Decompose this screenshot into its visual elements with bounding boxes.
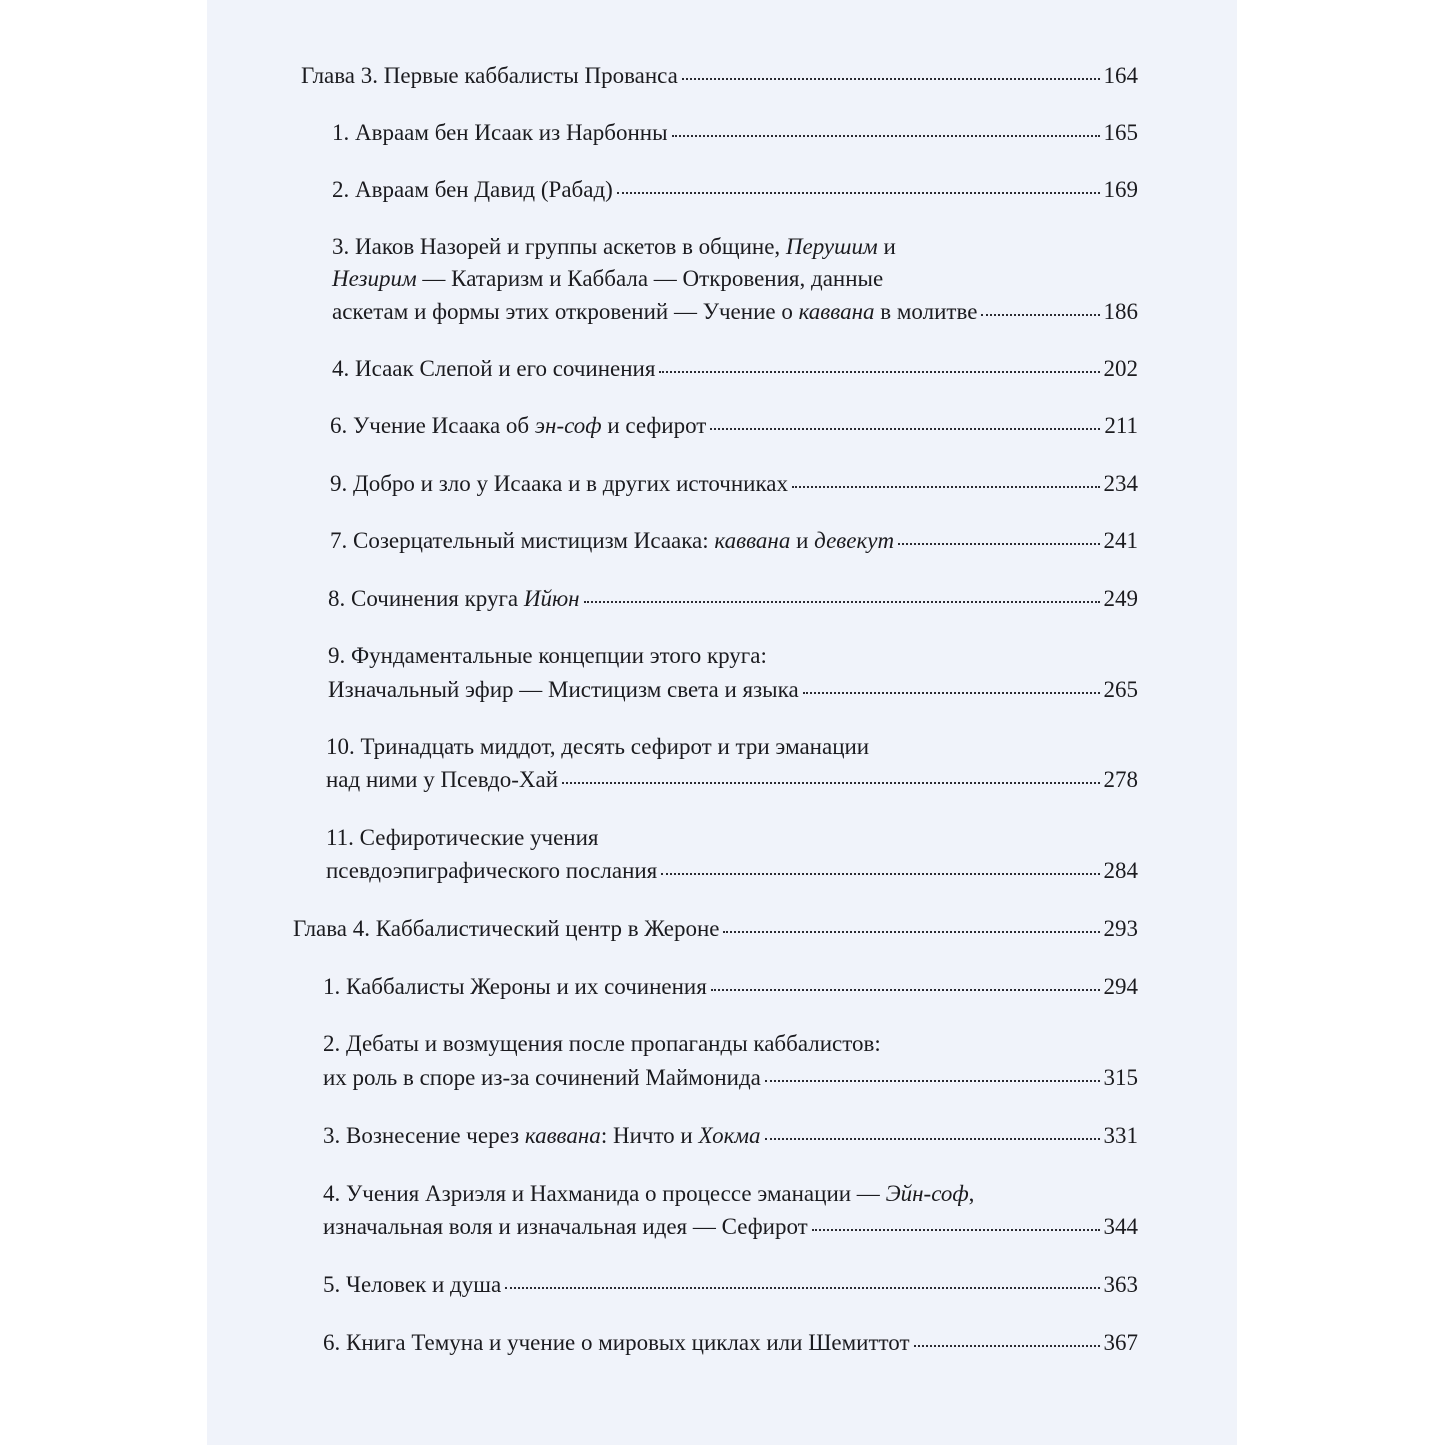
toc-entry [330,472,1138,495]
toc-page-number: 293 [1103,916,1138,941]
dot-leader [584,600,1100,603]
toc-entry-line: 9. Фундаментальные концепции этого круга: [328,643,767,668]
toc-entry-title: 9. Добро и зло у Исаака и в других источниках [330,471,789,496]
toc-entry [330,414,1138,437]
toc-entry-line: 3. Иаков Назорей и группы аскетов в общине, Перушим и [332,234,896,259]
toc-entry-title: их роль в споре из-за сочинений Маймонида [323,1065,761,1090]
toc-entry-title: над ними у Псевдо-Хай [326,767,559,792]
toc-entry [326,768,1138,791]
dot-leader [672,134,1100,137]
toc-entry-title: Изначальный эфир — Мистицизм света и языка [328,677,799,702]
dot-leader [898,542,1099,545]
toc-chapter-4 [293,917,1138,940]
toc-page-number: 265 [1103,677,1138,702]
dot-leader [659,370,1099,373]
dot-leader [765,1079,1100,1082]
toc-entry [332,178,1138,201]
dot-leader [710,427,1100,430]
toc-entry-title: 2. Авраам бен Давид (Рабад) [332,177,613,202]
dot-leader [765,1137,1100,1140]
toc-entry [323,1215,1138,1238]
toc-entry-title: 3. Вознесение через каввана: Ничто и Хокма [323,1123,761,1148]
dot-leader [617,191,1100,194]
toc-page-number: 331 [1103,1123,1138,1148]
toc-entry [323,1066,1138,1089]
toc-entry [328,587,1138,610]
toc-page-number: 363 [1103,1272,1138,1297]
toc-page-number: 367 [1103,1330,1138,1355]
toc-page-number: 278 [1103,767,1138,792]
dot-leader [661,872,1099,875]
toc-entry [323,1124,1138,1147]
toc-page-number: 165 [1103,120,1138,145]
toc-entry-line: 10. Тринадцать миддот, десять сефирот и три эманации [326,734,870,759]
toc-page-number: 241 [1103,528,1138,553]
toc-page-number: 234 [1103,471,1138,496]
toc-page-number: 211 [1104,413,1138,438]
toc-entry [330,529,1138,552]
dot-leader [711,988,1100,991]
toc-entry-title: псевдоэпиграфического послания [326,858,658,883]
toc-entry [332,121,1138,144]
toc-page-number: 315 [1103,1065,1138,1090]
toc-entry [332,300,1138,323]
toc-entry-title: изначальная воля и изначальная идея — Сефирот [323,1214,808,1239]
dot-leader [792,485,1099,488]
toc-page-number: 294 [1103,974,1138,999]
toc-entry-title: 1. Авраам бен Исаак из Нарбонны [332,120,668,145]
toc-entry-title: аскетам и формы этих откровений — Учение о каввана в молитве [332,299,978,324]
toc-page-number: 284 [1103,858,1138,883]
dot-leader [803,691,1100,694]
dot-leader [723,930,1099,933]
toc-entry [332,357,1138,380]
toc-entry [328,678,1138,701]
toc-entry-title: 6. Книга Темуна и учение о мировых циклах или Шемиттот [323,1330,910,1355]
dot-leader [981,313,1099,316]
toc-entry [323,1331,1138,1354]
toc-entry [323,975,1138,998]
toc-entry-title: 1. Каббалисты Жероны и их сочинения [323,974,707,999]
toc-page-number: 169 [1103,177,1138,202]
toc-page-number: 249 [1103,586,1138,611]
dot-leader [914,1344,1100,1347]
toc-entry-line: 2. Дебаты и возмущения после пропаганды каббалистов: [323,1031,881,1056]
dot-leader [562,781,1099,784]
toc-chapter-title: Глава 3. Первые каббалисты Прованса [301,63,678,88]
toc-entry [323,1273,1138,1296]
toc-entry [326,859,1138,882]
toc-page-number: 344 [1103,1214,1138,1239]
toc-entry-title: 6. Учение Исаака об эн-соф и сефирот [330,413,707,438]
toc-entry-line: 11. Сефиротические учения [326,825,599,850]
toc-page-number: 186 [1103,299,1138,324]
toc-entry-title: 7. Созерцательный мистицизм Исаака: каввана и девекут [330,528,895,553]
toc-entry-title: 4. Исаак Слепой и его сочинения [332,356,656,381]
dot-leader [682,77,1100,80]
toc-chapter-3 [301,64,1138,87]
toc-entry-line: Незирим — Катаризм и Каббала — Откровения, данные [332,266,884,291]
toc-entry-title: 8. Сочинения круга Ийюн [328,586,580,611]
dot-leader [505,1286,1099,1289]
toc-page-number: 202 [1103,356,1138,381]
toc-page-number: 164 [1103,63,1138,88]
dot-leader [812,1228,1100,1231]
toc-chapter-title: Глава 4. Каббалистический центр в Жероне [293,916,720,941]
toc-entry-title: 5. Человек и душа [323,1272,502,1297]
toc-entry-line: 4. Учения Азриэля и Нахманида о процессе эманации — Эйн-соф, [323,1181,975,1206]
